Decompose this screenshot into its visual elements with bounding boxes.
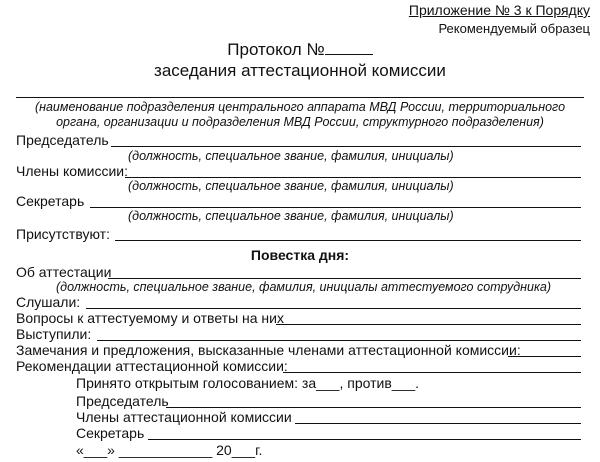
agenda-heading: Повестка дня:: [250, 247, 350, 263]
present-line[interactable]: [115, 240, 581, 241]
questions-line[interactable]: [276, 324, 581, 325]
secretary-hint: (должность, специальное звание, фамилия, инициалы): [128, 209, 454, 223]
spoke-line[interactable]: [97, 340, 581, 341]
heard-line[interactable]: [86, 308, 581, 309]
heard-label: Слушали:: [16, 294, 81, 310]
department-hint-2: органа, организации и подразделения МВД России, структурного подразделения): [56, 115, 544, 129]
department-hint-1: (наименование подразделения центрального аппарата МВД России, территориального: [34, 100, 566, 114]
recommended-sample-label: Рекомендуемый образец: [438, 21, 590, 36]
protocol-date[interactable]: «___» ____________ 20___г.: [76, 442, 263, 458]
chairman-hint: (должность, специальное звание, фамилия, инициалы): [128, 149, 454, 163]
vote-members-line[interactable]: [295, 423, 581, 424]
attestation-hint: (должность, специальное звание, фамилия, инициалы аттестуемого сотрудника): [56, 280, 552, 294]
vote-members-label: Члены аттестационной комиссии: [76, 409, 292, 425]
members-label: Члены комиссии:: [16, 163, 129, 179]
secretary-label: Секретарь: [16, 193, 85, 209]
spoke-label: Выступили:: [16, 326, 92, 342]
department-line[interactable]: [16, 97, 584, 98]
vote-secretary-line[interactable]: [148, 439, 581, 440]
remarks-label: Замечания и предложения, высказанные членами аттестационной комиссии:: [16, 342, 521, 358]
vote-chairman-label: Председатель: [76, 393, 169, 409]
members-line[interactable]: [125, 177, 581, 178]
protocol-number-blank[interactable]: [325, 40, 373, 55]
protocol-title-text: Протокол №: [227, 40, 325, 59]
vote-secretary-label: Секретарь: [76, 425, 145, 441]
chairman-line[interactable]: [111, 146, 581, 147]
annex-reference: Приложение № 3 к Порядку: [408, 2, 590, 18]
vote-result: Принято открытым голосованием: за___, против___.: [76, 375, 420, 391]
secretary-line[interactable]: [90, 207, 581, 208]
present-label: Присутствуют:: [16, 226, 110, 242]
chairman-label: Председатель: [16, 132, 109, 148]
remarks-line[interactable]: [508, 356, 581, 357]
recommendations-line[interactable]: [283, 372, 581, 373]
recommendations-label: Рекомендации аттестационной комиссии:: [16, 358, 288, 374]
protocol-title: [0, 40, 600, 60]
attestation-line[interactable]: [108, 278, 581, 279]
vote-chairman-line[interactable]: [166, 407, 581, 408]
protocol-subtitle: заседания аттестационной комиссии: [154, 61, 446, 80]
questions-label: Вопросы к аттестуемому и ответы на них: [16, 310, 284, 326]
attestation-label: Об аттестации: [16, 264, 112, 280]
members-hint: (должность, специальное звание, фамилия, инициалы): [128, 179, 454, 193]
